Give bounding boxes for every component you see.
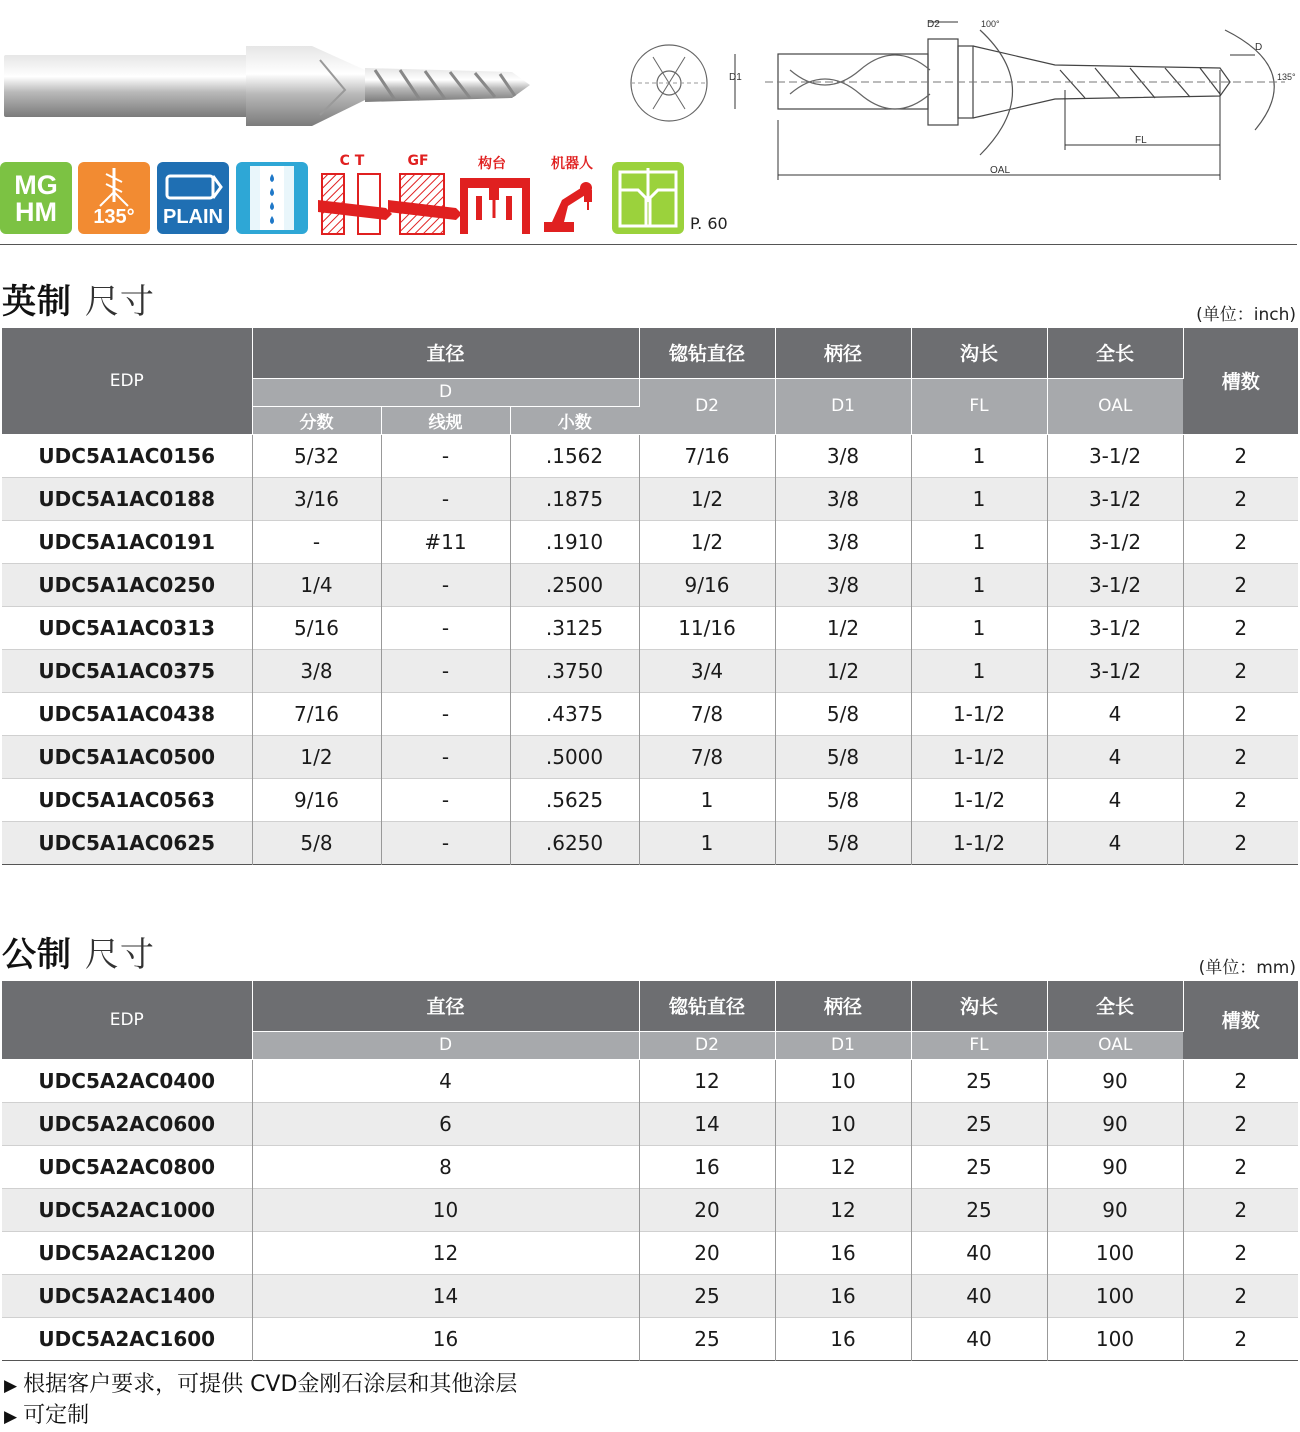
material-line1: MG bbox=[14, 170, 58, 200]
fl-cell: 1-1/2 bbox=[911, 778, 1047, 821]
drawing-oal-label: OAL bbox=[990, 165, 1011, 176]
header-diameter: 直径 bbox=[252, 328, 639, 378]
flutes-cell: 2 bbox=[1183, 477, 1298, 520]
table-row bbox=[2, 1231, 1298, 1274]
plain-shank-label: PLAIN bbox=[163, 206, 223, 228]
imperial-spec-table bbox=[2, 328, 1298, 865]
d1-cell: 16 bbox=[775, 1231, 911, 1274]
header-edp: EDP bbox=[2, 328, 252, 434]
drawing-d1-label: D1 bbox=[729, 72, 742, 83]
table-row bbox=[2, 520, 1298, 563]
table-row bbox=[2, 778, 1298, 821]
fl-cell: 1 bbox=[911, 563, 1047, 606]
page-reference: P. 60 bbox=[690, 214, 728, 233]
fl-cell: 40 bbox=[911, 1231, 1047, 1274]
d1-cell: 12 bbox=[775, 1188, 911, 1231]
header-flute-length: 沟长 bbox=[911, 328, 1047, 378]
table-row bbox=[2, 1102, 1298, 1145]
d2-cell: 7/8 bbox=[639, 735, 775, 778]
point-angle-icon bbox=[78, 162, 150, 234]
note-bullet-icon: ▶ bbox=[4, 1407, 18, 1427]
d2-cell: 14 bbox=[639, 1102, 775, 1145]
d2-cell: 1 bbox=[639, 778, 775, 821]
decimal-cell: .1910 bbox=[510, 520, 639, 563]
oal-cell: 3-1/2 bbox=[1047, 520, 1183, 563]
drawing-d-label: D bbox=[1255, 42, 1263, 53]
header-oal: OAL bbox=[1047, 378, 1183, 434]
fl-cell: 25 bbox=[911, 1102, 1047, 1145]
d1-cell: 5/8 bbox=[775, 692, 911, 735]
footnotes bbox=[4, 1370, 517, 1432]
note-item bbox=[4, 1370, 517, 1401]
table-row bbox=[2, 1317, 1298, 1360]
header-decimal: 小数 bbox=[510, 406, 639, 434]
metric-header-d: D bbox=[252, 1031, 639, 1059]
fl-cell: 1-1/2 bbox=[911, 821, 1047, 864]
oal-cell: 3-1/2 bbox=[1047, 649, 1183, 692]
edp-cell: UDC5A1AC0500 bbox=[2, 735, 252, 778]
drawing-fl-label: FL bbox=[1135, 135, 1147, 146]
material-line2: HM bbox=[15, 197, 57, 227]
decimal-cell: .2500 bbox=[510, 563, 639, 606]
edp-cell: UDC5A1AC0191 bbox=[2, 520, 252, 563]
table-row bbox=[2, 821, 1298, 864]
oal-cell: 3-1/2 bbox=[1047, 606, 1183, 649]
fl-cell: 25 bbox=[911, 1188, 1047, 1231]
fl-cell: 25 bbox=[911, 1059, 1047, 1102]
d-cell: 16 bbox=[252, 1317, 639, 1360]
metric-title-sub: 尺寸 bbox=[84, 935, 155, 975]
note-bullet-icon: ▶ bbox=[4, 1376, 18, 1396]
d2-cell: 20 bbox=[639, 1188, 775, 1231]
metric-section-title bbox=[2, 927, 155, 976]
decimal-cell: .4375 bbox=[510, 692, 639, 735]
drawing-angle135-label: 135° bbox=[1277, 72, 1296, 82]
d1-cell: 10 bbox=[775, 1059, 911, 1102]
metric-header-overall-length: 全长 bbox=[1047, 981, 1183, 1031]
d2-cell: 11/16 bbox=[639, 606, 775, 649]
edp-cell: UDC5A2AC0400 bbox=[2, 1059, 252, 1102]
oal-cell: 90 bbox=[1047, 1188, 1183, 1231]
gauge-cell: - bbox=[381, 434, 510, 477]
feature-icon-row bbox=[0, 153, 760, 240]
metric-title-main: 公制 bbox=[2, 935, 72, 975]
d-cell: 14 bbox=[252, 1274, 639, 1317]
fraction-cell: - bbox=[252, 520, 381, 563]
decimal-cell: .1562 bbox=[510, 434, 639, 477]
note-text: 可定制 bbox=[23, 1403, 90, 1428]
d1-cell: 16 bbox=[775, 1317, 911, 1360]
table-row bbox=[2, 1145, 1298, 1188]
header-d1: D1 bbox=[775, 378, 911, 434]
edp-cell: UDC5A1AC0250 bbox=[2, 563, 252, 606]
fraction-cell: 5/8 bbox=[252, 821, 381, 864]
flutes-cell: 2 bbox=[1234, 1240, 1248, 1265]
edp-cell: UDC5A1AC0563 bbox=[2, 778, 252, 821]
flutes-cell: 2 bbox=[1183, 1102, 1298, 1145]
imperial-section-title bbox=[2, 274, 155, 323]
edp-cell: UDC5A2AC1000 bbox=[2, 1188, 252, 1231]
d1-cell: 3/8 bbox=[775, 520, 911, 563]
header-fraction: 分数 bbox=[252, 406, 381, 434]
ct-material-icon bbox=[316, 153, 396, 238]
d1-cell: 12 bbox=[775, 1145, 911, 1188]
header-d: D bbox=[252, 378, 639, 406]
flutes-cell: 2 bbox=[1234, 1154, 1248, 1179]
edp-cell: UDC5A1AC0625 bbox=[2, 821, 252, 864]
drawing-angle100-label: 100° bbox=[981, 19, 1000, 29]
decimal-cell: .1875 bbox=[510, 477, 639, 520]
gauge-cell: #11 bbox=[381, 520, 510, 563]
oal-cell: 100 bbox=[1047, 1274, 1183, 1317]
fraction-cell: 1/2 bbox=[252, 735, 381, 778]
d2-cell: 1 bbox=[639, 821, 775, 864]
edp-cell: UDC5A2AC1200 bbox=[2, 1231, 252, 1274]
d1-cell: 16 bbox=[775, 1274, 911, 1317]
flutes-cell: 2 bbox=[1183, 1188, 1298, 1231]
fl-cell: 40 bbox=[911, 1274, 1047, 1317]
metric-header-diameter: 直径 bbox=[252, 981, 639, 1031]
metric-header-shank: 柄径 bbox=[775, 981, 911, 1031]
gauge-cell: - bbox=[381, 563, 510, 606]
edp-cell: UDC5A1AC0438 bbox=[2, 692, 252, 735]
note-text: 根据客户要求，可提供 CVD金刚石涂层和其他涂层 bbox=[23, 1372, 518, 1397]
oal-cell: 100 bbox=[1047, 1317, 1183, 1360]
d2-cell: 25 bbox=[639, 1274, 775, 1317]
robot-machining-icon bbox=[538, 156, 618, 238]
metric-header-flutes: 槽数 bbox=[1183, 981, 1298, 1059]
header-shank: 柄径 bbox=[775, 328, 911, 378]
fraction-cell: 1/4 bbox=[252, 563, 381, 606]
table-row bbox=[2, 735, 1298, 778]
decimal-cell: .5625 bbox=[510, 778, 639, 821]
fl-cell: 1 bbox=[911, 649, 1047, 692]
edp-cell: UDC5A1AC0156 bbox=[2, 434, 252, 477]
oal-cell: 4 bbox=[1047, 821, 1183, 864]
flutes-cell: 2 bbox=[1234, 1068, 1248, 1093]
d2-cell: 1/2 bbox=[639, 477, 775, 520]
fl-cell: 1 bbox=[911, 477, 1047, 520]
oal-cell: 3-1/2 bbox=[1047, 563, 1183, 606]
header-d2: D2 bbox=[639, 378, 775, 434]
d2-cell: 20 bbox=[639, 1231, 775, 1274]
product-header bbox=[0, 0, 1300, 245]
d2-cell: 1/2 bbox=[639, 520, 775, 563]
flutes-cell: 2 bbox=[1234, 701, 1248, 726]
edp-cell: UDC5A2AC1600 bbox=[2, 1317, 252, 1360]
gauge-cell: - bbox=[381, 692, 510, 735]
robot-label: 机器人 bbox=[551, 156, 593, 172]
point-angle-label: 135° bbox=[93, 206, 135, 228]
gauge-cell: - bbox=[381, 735, 510, 778]
d2-cell: 12 bbox=[639, 1059, 775, 1102]
d1-cell: 5/8 bbox=[775, 821, 911, 864]
imperial-title-main: 英制 bbox=[2, 282, 72, 322]
header-divider bbox=[0, 244, 1297, 245]
d1-cell: 3/8 bbox=[775, 434, 911, 477]
dimension-drawing bbox=[725, 10, 1300, 185]
oal-cell: 4 bbox=[1047, 735, 1183, 778]
metric-header-countersink: 锪钻直径 bbox=[639, 981, 775, 1031]
d1-cell: 10 bbox=[775, 1102, 911, 1145]
flutes-cell: 2 bbox=[1234, 443, 1248, 468]
decimal-cell: .5000 bbox=[510, 735, 639, 778]
edp-cell: UDC5A1AC0313 bbox=[2, 606, 252, 649]
metric-header-d2: D2 bbox=[639, 1031, 775, 1059]
oal-cell: 4 bbox=[1047, 692, 1183, 735]
d1-cell: 3/8 bbox=[775, 477, 911, 520]
flutes-cell: 2 bbox=[1234, 1326, 1248, 1351]
table-row bbox=[2, 606, 1298, 649]
drill-end-view-diagram bbox=[628, 42, 710, 124]
d-cell: 6 bbox=[252, 1102, 639, 1145]
table-row bbox=[2, 434, 1298, 477]
decimal-cell: .3125 bbox=[510, 606, 639, 649]
d-cell: 10 bbox=[252, 1188, 639, 1231]
oal-cell: 3-1/2 bbox=[1047, 434, 1183, 477]
fl-cell: 1-1/2 bbox=[911, 692, 1047, 735]
fraction-cell: 3/16 bbox=[252, 477, 381, 520]
oal-cell: 100 bbox=[1047, 1231, 1183, 1274]
ct-label: C T bbox=[339, 153, 365, 169]
gauge-cell: - bbox=[381, 606, 510, 649]
d1-cell: 3/8 bbox=[775, 563, 911, 606]
countersink-drilling-icon bbox=[612, 162, 684, 234]
d1-cell: 5/8 bbox=[775, 735, 911, 778]
fl-cell: 1-1/2 bbox=[911, 735, 1047, 778]
d-cell: 12 bbox=[252, 1231, 639, 1274]
oal-cell: 4 bbox=[1047, 778, 1183, 821]
flutes-cell: 2 bbox=[1183, 563, 1298, 606]
fraction-cell: 7/16 bbox=[252, 692, 381, 735]
flutes-cell: 2 bbox=[1183, 735, 1298, 778]
d2-cell: 25 bbox=[639, 1317, 775, 1360]
d-cell: 8 bbox=[252, 1145, 639, 1188]
oal-cell: 90 bbox=[1047, 1102, 1183, 1145]
d2-cell: 7/8 bbox=[639, 692, 775, 735]
flutes-cell: 2 bbox=[1183, 821, 1298, 864]
gauge-cell: - bbox=[381, 778, 510, 821]
table-row bbox=[2, 1188, 1298, 1231]
header-flutes: 槽数 bbox=[1183, 328, 1298, 434]
d1-cell: 1/2 bbox=[775, 649, 911, 692]
header-gauge: 线规 bbox=[381, 406, 510, 434]
drawing-d2-label: D2 bbox=[927, 19, 940, 30]
metric-header-edp: EDP bbox=[2, 981, 252, 1059]
oal-cell: 3-1/2 bbox=[1047, 477, 1183, 520]
edp-cell: UDC5A2AC0800 bbox=[2, 1145, 252, 1188]
header-fl: FL bbox=[911, 378, 1047, 434]
material-mghm-icon bbox=[0, 162, 72, 234]
table-row bbox=[2, 649, 1298, 692]
table-row bbox=[2, 563, 1298, 606]
table-row bbox=[2, 1059, 1298, 1102]
metric-header-flute-length: 沟长 bbox=[911, 981, 1047, 1031]
oal-cell: 90 bbox=[1047, 1145, 1183, 1188]
gauge-cell: - bbox=[381, 821, 510, 864]
fraction-cell: 3/8 bbox=[252, 649, 381, 692]
oal-cell: 90 bbox=[1047, 1059, 1183, 1102]
metric-header-fl: FL bbox=[911, 1031, 1047, 1059]
plain-shank-icon bbox=[157, 162, 229, 234]
decimal-cell: .6250 bbox=[510, 821, 639, 864]
d1-cell: 1/2 bbox=[775, 606, 911, 649]
gf-label: GF bbox=[407, 153, 429, 169]
metric-spec-table bbox=[2, 981, 1298, 1361]
edp-cell: UDC5A2AC0600 bbox=[2, 1102, 252, 1145]
flutes-cell: 2 bbox=[1234, 615, 1248, 640]
fl-cell: 25 bbox=[911, 1145, 1047, 1188]
flutes-cell: 2 bbox=[1183, 1274, 1298, 1317]
gauge-cell: - bbox=[381, 477, 510, 520]
decimal-cell: .3750 bbox=[510, 649, 639, 692]
fl-cell: 40 bbox=[911, 1317, 1047, 1360]
d2-cell: 16 bbox=[639, 1145, 775, 1188]
imperial-unit-note: (单位：inch) bbox=[1196, 305, 1296, 325]
d-cell: 4 bbox=[252, 1059, 639, 1102]
fl-cell: 1 bbox=[911, 606, 1047, 649]
drill-product-image bbox=[0, 40, 540, 130]
flutes-cell: 2 bbox=[1234, 529, 1248, 554]
metric-unit-note: (单位：mm) bbox=[1198, 958, 1296, 978]
fl-cell: 1 bbox=[911, 434, 1047, 477]
fl-cell: 1 bbox=[911, 520, 1047, 563]
table-row bbox=[2, 477, 1298, 520]
header-overall-length: 全长 bbox=[1047, 328, 1183, 378]
d2-cell: 7/16 bbox=[639, 434, 775, 477]
table-row bbox=[2, 692, 1298, 735]
note-item bbox=[4, 1401, 517, 1432]
fraction-cell: 9/16 bbox=[252, 778, 381, 821]
header-countersink: 锪钻直径 bbox=[639, 328, 775, 378]
edp-cell: UDC5A2AC1400 bbox=[2, 1274, 252, 1317]
structure-label: 构台 bbox=[478, 156, 506, 172]
imperial-title-sub: 尺寸 bbox=[84, 282, 155, 322]
gantry-structure-icon bbox=[456, 156, 536, 238]
flutes-cell: 2 bbox=[1234, 787, 1248, 812]
fraction-cell: 5/32 bbox=[252, 434, 381, 477]
table-row bbox=[2, 1274, 1298, 1317]
flutes-cell: 2 bbox=[1183, 649, 1298, 692]
internal-coolant-icon bbox=[236, 162, 308, 234]
metric-header-oal: OAL bbox=[1047, 1031, 1183, 1059]
gauge-cell: - bbox=[381, 649, 510, 692]
edp-cell: UDC5A1AC0375 bbox=[2, 649, 252, 692]
d2-cell: 9/16 bbox=[639, 563, 775, 606]
metric-header-d1: D1 bbox=[775, 1031, 911, 1059]
fraction-cell: 5/16 bbox=[252, 606, 381, 649]
d2-cell: 3/4 bbox=[639, 649, 775, 692]
edp-cell: UDC5A1AC0188 bbox=[2, 477, 252, 520]
d1-cell: 5/8 bbox=[775, 778, 911, 821]
